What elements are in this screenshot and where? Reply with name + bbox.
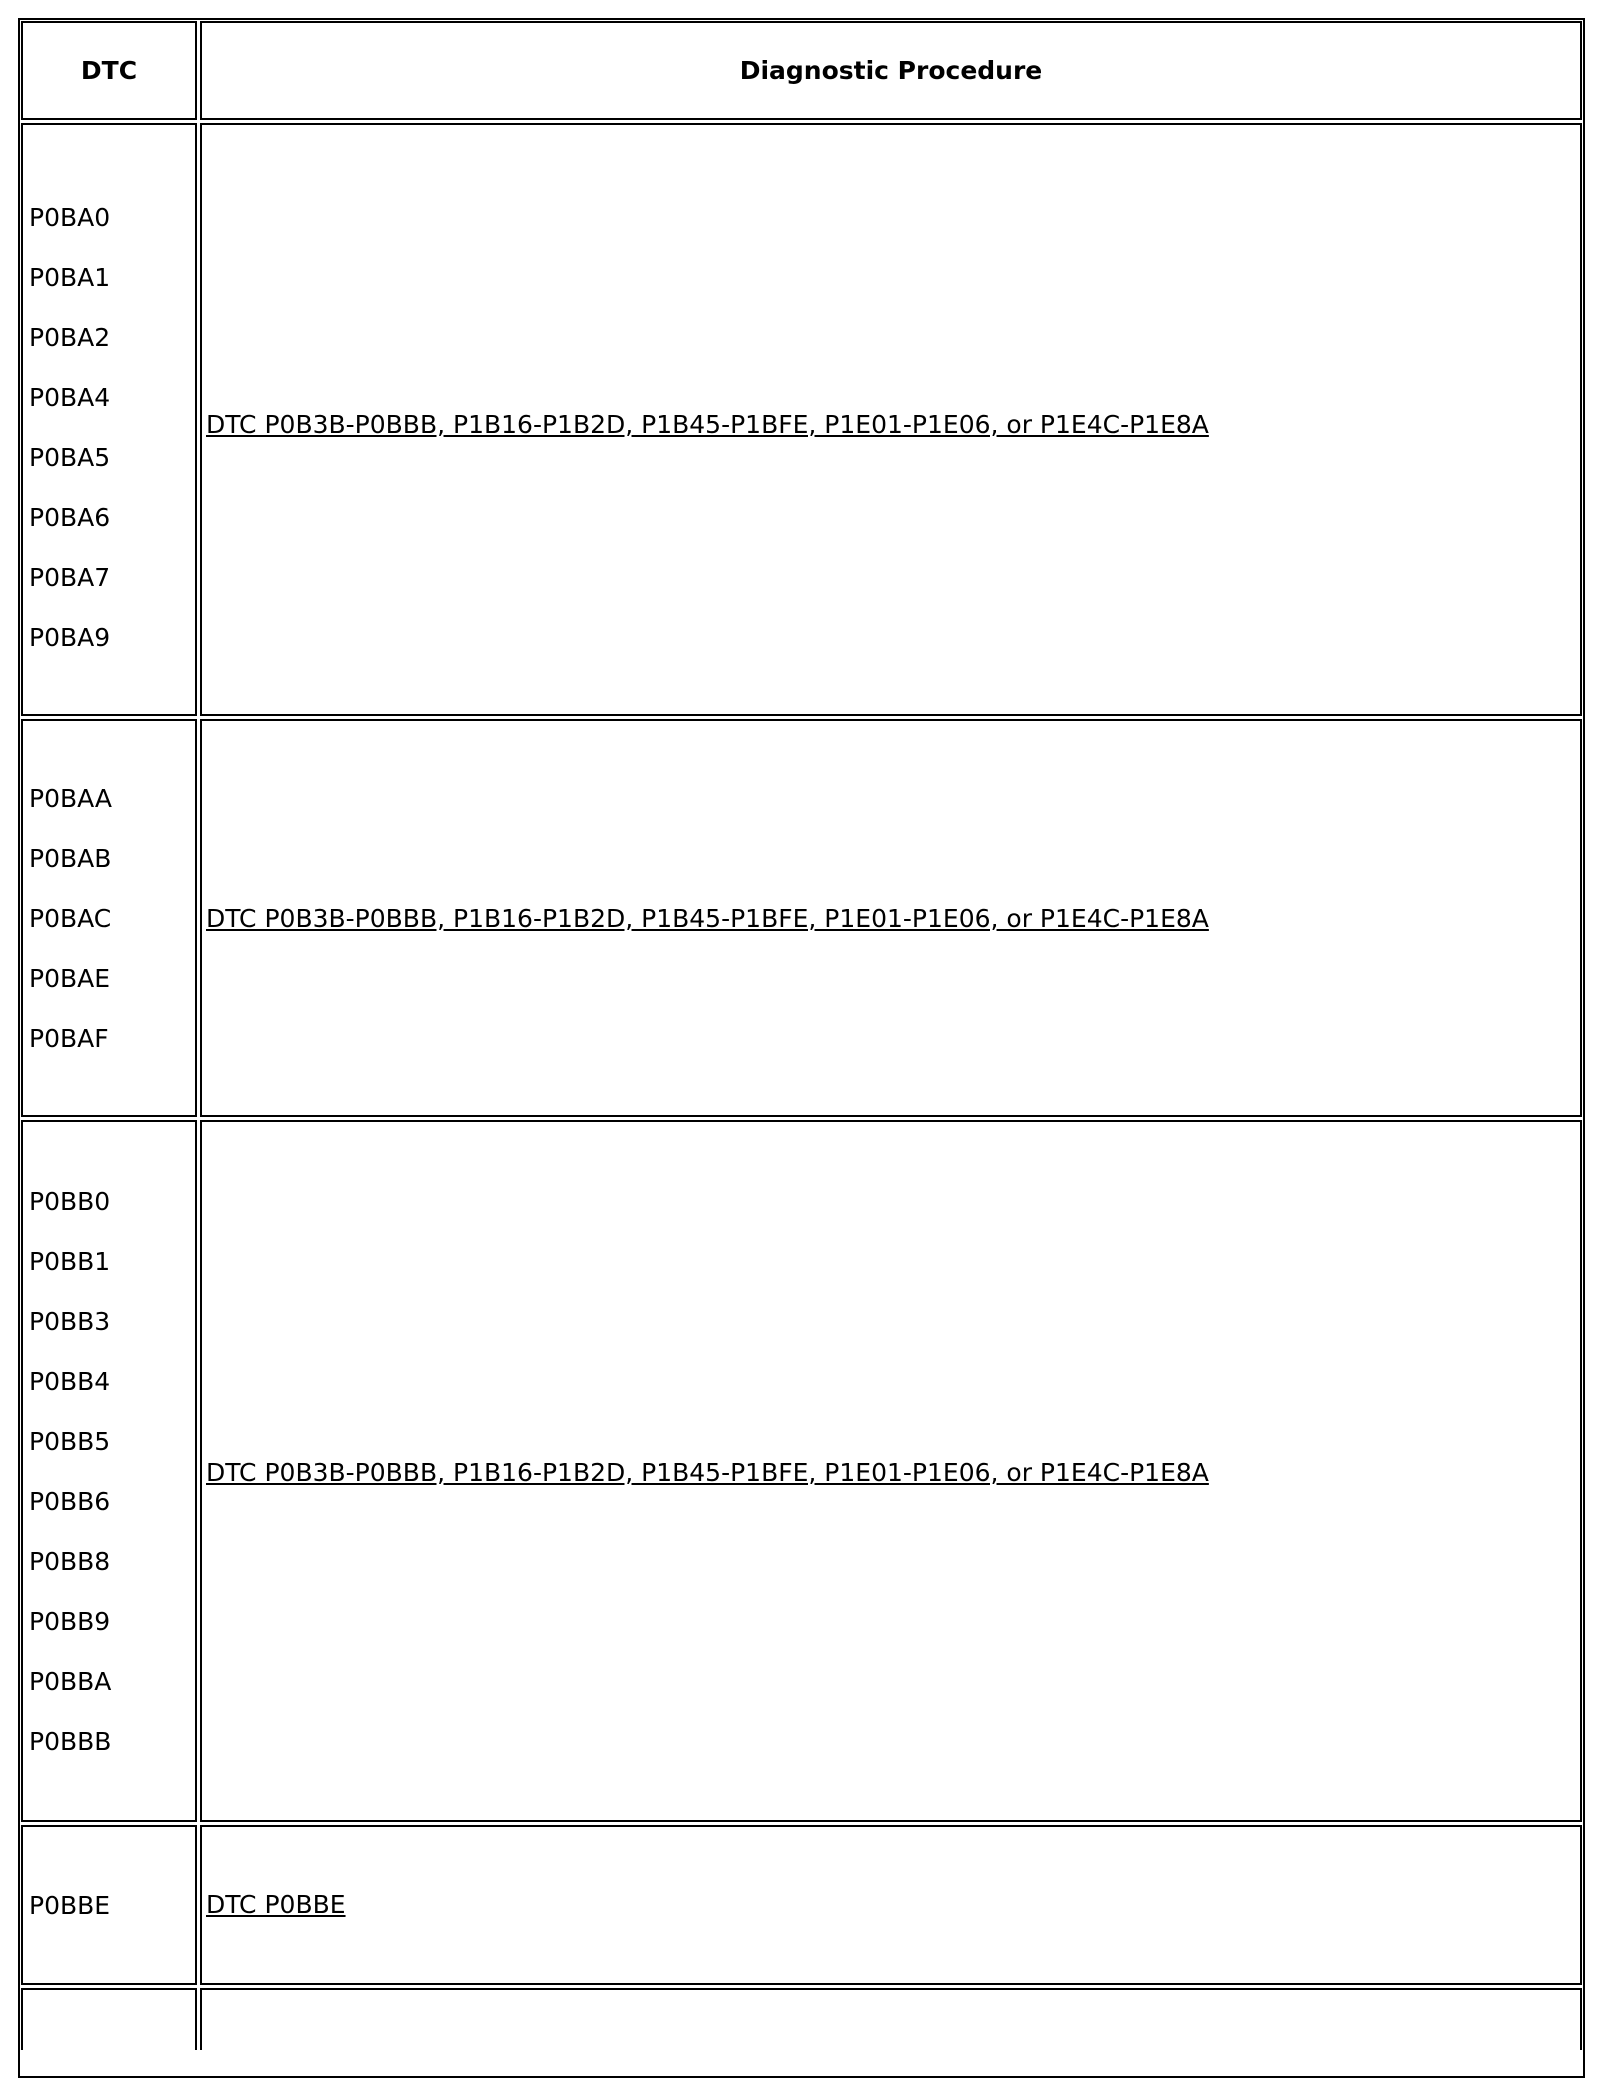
- header-procedure: [200, 21, 1582, 120]
- dtc-code: P0BA2: [29, 323, 111, 352]
- table-row-2-codes: [21, 719, 197, 1117]
- dtc-code: P0BB9: [29, 1607, 111, 1636]
- dtc-code: P0BA5: [29, 443, 111, 472]
- dtc-code: P0BAB: [29, 844, 112, 873]
- dtc-code: P0BB0: [29, 1187, 111, 1216]
- table-row-3-procedure: [200, 1120, 1582, 1822]
- header-dtc-label: DTC: [80, 56, 138, 85]
- table-row-3-codes: [21, 1120, 197, 1822]
- dtc-code: P0BB6: [29, 1487, 111, 1516]
- header-dtc: [21, 21, 197, 120]
- dtc-code: P0BBA: [29, 1667, 112, 1696]
- table-row-1-codes: [21, 123, 197, 716]
- dtc-code: P0BAC: [29, 904, 112, 933]
- dtc-code: P0BA1: [29, 263, 111, 292]
- header-procedure-label: Diagnostic Procedure: [739, 56, 1043, 85]
- table-row-5-codes: [21, 1988, 197, 2050]
- procedure-link[interactable]: DTC P0B3B-P0BBB, P1B16-P1B2D, P1B45-P1BFE, P1E01-P1E06, or P1E4C-P1E8A: [206, 1458, 1209, 1487]
- table-row-4-procedure: [200, 1825, 1582, 1985]
- dtc-code: P0BA0: [29, 203, 111, 232]
- dtc-code: P0BA4: [29, 383, 111, 412]
- table-row-4-codes: [21, 1825, 197, 1985]
- procedure-link[interactable]: DTC P0B3B-P0BBB, P1B16-P1B2D, P1B45-P1BFE, P1E01-P1E06, or P1E4C-P1E8A: [206, 410, 1209, 439]
- dtc-code: P0BBB: [29, 1727, 112, 1756]
- dtc-code: P0BA6: [29, 503, 111, 532]
- dtc-code: P0BB4: [29, 1367, 111, 1396]
- table-row-5-procedure: [200, 1988, 1582, 2050]
- procedure-link[interactable]: DTC P0B3B-P0BBB, P1B16-P1B2D, P1B45-P1BFE, P1E01-P1E06, or P1E4C-P1E8A: [206, 904, 1209, 933]
- dtc-code: P0BAE: [29, 964, 111, 993]
- dtc-code: P0BA7: [29, 563, 111, 592]
- dtc-code: P0BAA: [29, 784, 113, 813]
- dtc-code: P0BB1: [29, 1247, 111, 1276]
- dtc-code: P0BBE: [29, 1891, 111, 1920]
- table-row-2-procedure: [200, 719, 1582, 1117]
- table-row-1-procedure: [200, 123, 1582, 716]
- dtc-code: P0BB3: [29, 1307, 111, 1336]
- dtc-code: P0BA9: [29, 623, 111, 652]
- procedure-link[interactable]: DTC P0BBE: [206, 1890, 346, 1919]
- dtc-code: P0BB8: [29, 1547, 111, 1576]
- dtc-code: P0BAF: [29, 1024, 109, 1053]
- dtc-code: P0BB5: [29, 1427, 111, 1456]
